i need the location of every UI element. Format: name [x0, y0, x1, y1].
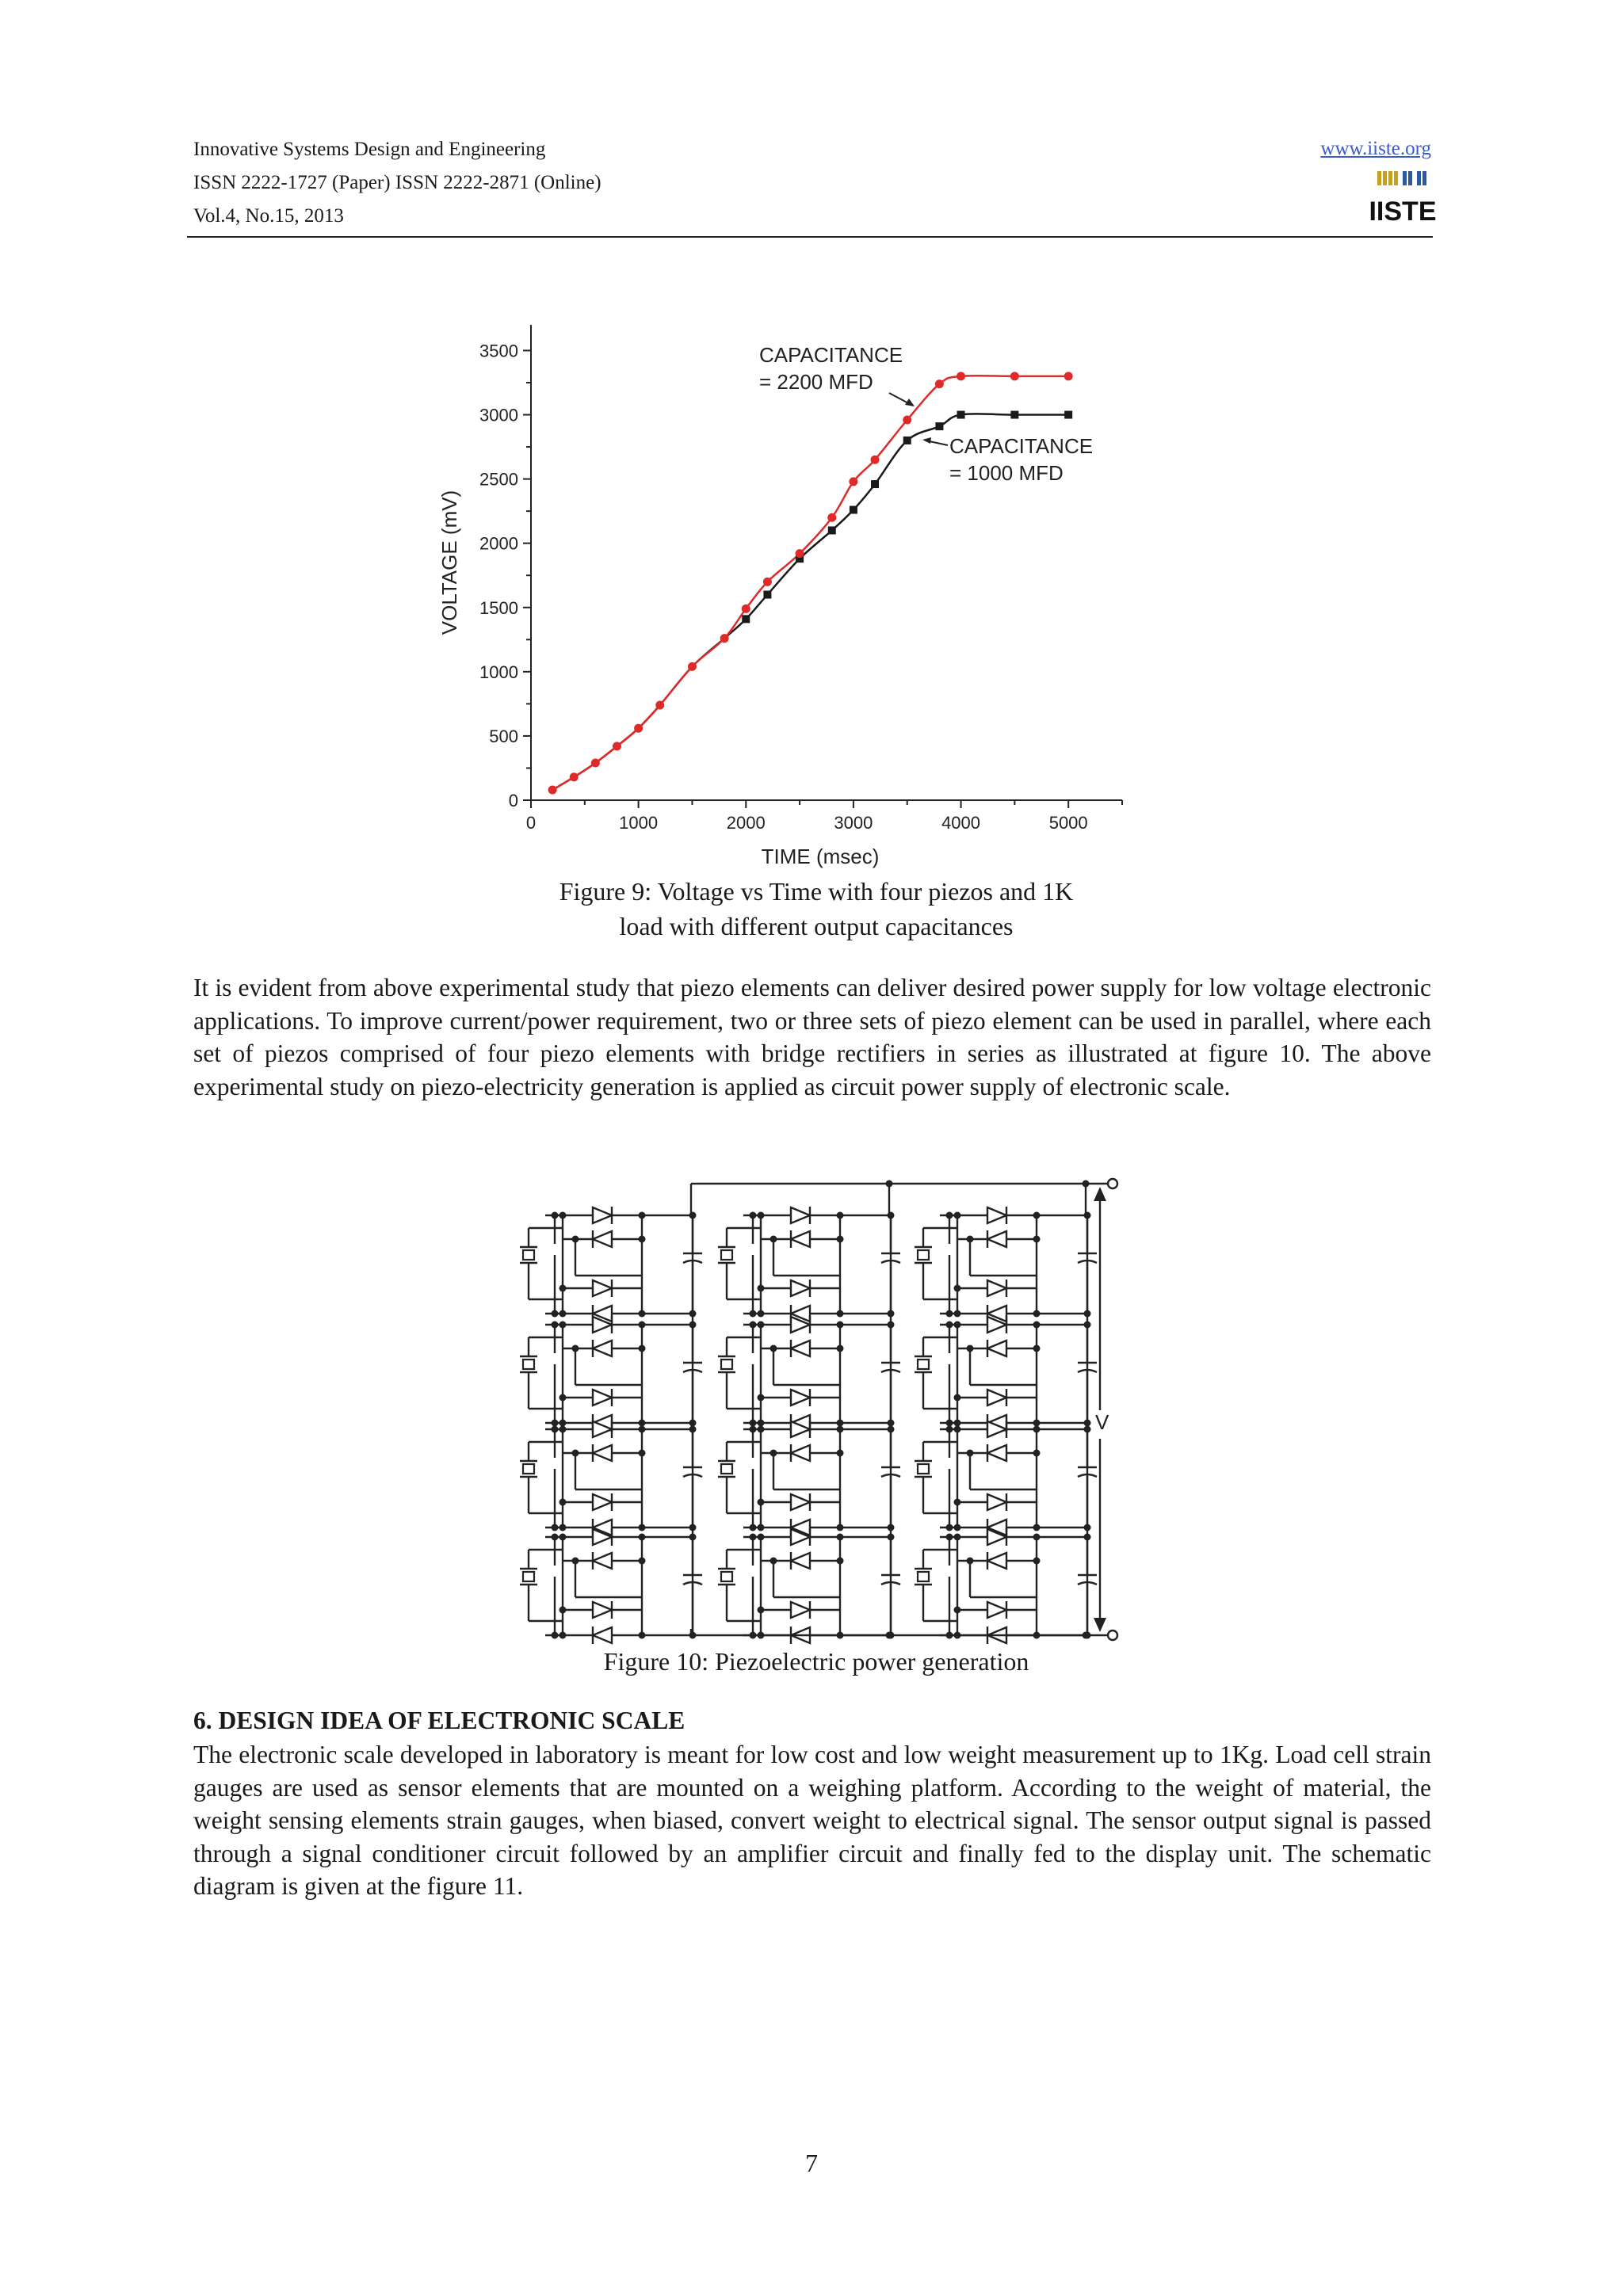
junction-dot	[770, 1450, 777, 1457]
figure9-caption-line1: Figure 9: Voltage vs Time with four piezos and 1K	[559, 877, 1074, 906]
junction-dot	[552, 1534, 559, 1541]
junction-dot	[954, 1212, 961, 1219]
junction-dot	[758, 1607, 765, 1614]
piezo-element	[918, 1464, 929, 1474]
junction-dot	[954, 1285, 961, 1292]
data-point-2200mfd	[871, 456, 880, 464]
section-body: The electronic scale developed in laboratory is meant for low cost and low weight measurement up to 1Kg. Load cell strain gauges are used as sensor elements that are mounted on a weighing platform. According to the weight of material, the weight sensing elements strain gauges, when biased, convert weight to electrical signal. The sensor output signal is passed through a signal conditioner circuit followed by an amplifier circuit and finally fed to the display unit. The schematic diagram is given at the figure 11.	[193, 1741, 1431, 1900]
junction-dot	[954, 1534, 961, 1541]
junction-dot	[954, 1607, 961, 1614]
junction-dot	[946, 1420, 953, 1427]
junction-dot	[552, 1632, 559, 1639]
junction-dot	[954, 1420, 961, 1427]
y-tick-label: 2000	[479, 533, 518, 554]
junction-dot	[758, 1322, 765, 1329]
data-point-2200mfd	[742, 605, 750, 613]
junction-dot	[837, 1450, 844, 1457]
x-axis-label: TIME (msec)	[761, 845, 880, 868]
junction-dot	[758, 1499, 765, 1506]
y-tick-label: 3000	[479, 405, 518, 425]
junction-dot	[770, 1558, 777, 1565]
data-point-2200mfd	[796, 549, 804, 558]
diode	[987, 1280, 1006, 1296]
voltage-time-chart	[428, 309, 1157, 879]
data-point-1000mfd	[1010, 411, 1018, 419]
x-tick-label: 0	[525, 813, 537, 833]
piezo-element	[918, 1572, 929, 1581]
piezo-element	[523, 1360, 534, 1369]
diode	[593, 1553, 612, 1569]
diode	[593, 1280, 612, 1296]
junction-dot	[954, 1394, 961, 1402]
voltage-arrowhead	[1094, 1187, 1106, 1201]
junction-dot	[572, 1236, 579, 1243]
junction-dot	[946, 1310, 953, 1318]
x-tick-label: 1000	[619, 813, 659, 833]
annotation-arrowhead-1000mfd	[922, 437, 931, 444]
data-point-2200mfd	[903, 416, 911, 425]
x-tick-label: 4000	[941, 813, 981, 833]
junction-dot	[954, 1524, 961, 1531]
diode	[593, 1341, 612, 1356]
junction-dot	[837, 1345, 844, 1352]
x-tick-label: 3000	[834, 813, 873, 833]
junction-dot	[1083, 1632, 1090, 1639]
data-point-1000mfd	[871, 480, 879, 488]
junction-dot	[758, 1285, 765, 1292]
junction-dot	[946, 1322, 953, 1329]
issn-line: ISSN 2222-1727 (Paper) ISSN 2222-2871 (Online)	[193, 172, 601, 193]
junction-dot	[572, 1450, 579, 1457]
diode	[791, 1494, 810, 1510]
data-point-2200mfd	[634, 724, 643, 733]
diode	[791, 1602, 810, 1618]
diode	[791, 1280, 810, 1296]
junction-dot	[1033, 1236, 1041, 1243]
data-point-2200mfd	[935, 379, 944, 388]
junction-dot	[559, 1394, 567, 1402]
junction-dot	[1033, 1450, 1041, 1457]
data-point-2200mfd	[849, 477, 857, 486]
diode	[987, 1494, 1006, 1510]
volume-line: Vol.4, No.15, 2013	[193, 205, 344, 227]
y-tick-label: 2500	[479, 469, 518, 490]
piezo-element	[721, 1572, 732, 1581]
data-point-2200mfd	[655, 701, 664, 710]
diode	[791, 1231, 810, 1247]
y-tick-label: 500	[489, 726, 518, 746]
data-point-1000mfd	[903, 437, 911, 444]
data-point-1000mfd	[1064, 411, 1072, 419]
diode	[987, 1553, 1006, 1569]
diode	[791, 1390, 810, 1405]
data-point-2200mfd	[1064, 372, 1073, 380]
junction-dot	[559, 1632, 567, 1639]
junction-dot	[758, 1524, 765, 1531]
junction-dot	[750, 1310, 757, 1318]
diode	[791, 1445, 810, 1461]
diode	[987, 1390, 1006, 1405]
junction-dot	[559, 1212, 567, 1219]
journal-name: Innovative Systems Design and Engineering	[193, 139, 546, 160]
junction-dot	[572, 1345, 579, 1352]
piezo-element	[918, 1250, 929, 1260]
junction-dot	[559, 1420, 567, 1427]
junction-dot	[552, 1426, 559, 1433]
junction-dot	[552, 1212, 559, 1219]
piezo-element	[523, 1572, 534, 1581]
y-tick-label: 0	[508, 791, 518, 810]
junction-dot	[770, 1345, 777, 1352]
piezo-circuit-diagram	[507, 1173, 1125, 1645]
data-point-2200mfd	[613, 742, 621, 750]
data-point-1000mfd	[828, 526, 836, 534]
junction-dot	[758, 1420, 765, 1427]
junction-dot	[946, 1426, 953, 1433]
diode	[593, 1627, 612, 1643]
output-terminal	[1108, 1630, 1117, 1640]
diode	[987, 1207, 1006, 1223]
voltage-arrowhead	[1094, 1618, 1106, 1632]
junction-dot	[639, 1558, 646, 1565]
data-point-2200mfd	[591, 758, 600, 767]
junction-dot	[559, 1524, 567, 1531]
output-terminal	[1108, 1179, 1117, 1188]
junction-dot	[770, 1236, 777, 1243]
diode	[987, 1602, 1006, 1618]
data-point-1000mfd	[763, 591, 771, 599]
y-tick-label: 3500	[479, 341, 518, 361]
junction-dot	[967, 1236, 974, 1243]
data-point-2200mfd	[570, 772, 579, 781]
junction-dot	[1033, 1558, 1041, 1565]
diode	[987, 1231, 1006, 1247]
section-heading: 6. DESIGN IDEA OF ELECTRONIC SCALE	[193, 1707, 685, 1734]
junction-dot	[559, 1499, 567, 1506]
junction-dot	[559, 1322, 567, 1329]
junction-dot	[946, 1524, 953, 1531]
annotation-2200mfd-line1: CAPACITANCE	[759, 343, 903, 367]
junction-dot	[750, 1212, 757, 1219]
diode	[593, 1207, 612, 1223]
diode	[593, 1445, 612, 1461]
junction-dot	[559, 1607, 567, 1614]
figure9-caption-line2: load with different output capacitances	[619, 912, 1014, 940]
junction-dot	[750, 1420, 757, 1427]
journal-website-link[interactable]: www.iiste.org	[1320, 138, 1431, 159]
junction-dot	[946, 1534, 953, 1541]
junction-dot	[967, 1558, 974, 1565]
data-point-2200mfd	[720, 634, 729, 643]
junction-dot	[750, 1534, 757, 1541]
junction-dot	[552, 1420, 559, 1427]
data-point-1000mfd	[935, 422, 943, 430]
junction-dot	[639, 1345, 646, 1352]
junction-dot	[552, 1524, 559, 1531]
junction-dot	[758, 1310, 765, 1318]
junction-dot	[954, 1310, 961, 1318]
data-point-2200mfd	[688, 662, 697, 671]
junction-dot	[954, 1499, 961, 1506]
junction-dot	[758, 1212, 765, 1219]
piezo-element	[721, 1360, 732, 1369]
junction-dot	[837, 1558, 844, 1565]
junction-dot	[758, 1394, 765, 1402]
annotation-2200mfd-line2: = 2200 MFD	[759, 370, 873, 394]
piezo-element	[721, 1250, 732, 1260]
data-point-2200mfd	[827, 513, 836, 522]
y-tick-label: 1000	[479, 662, 518, 682]
junction-dot	[572, 1558, 579, 1565]
piezo-element	[721, 1464, 732, 1474]
circuit-body	[520, 1179, 1117, 1644]
junction-dot	[559, 1285, 567, 1292]
junction-dot	[559, 1310, 567, 1318]
page-number: 7	[805, 2149, 818, 2177]
data-point-1000mfd	[850, 506, 857, 514]
x-tick-label: 2000	[726, 813, 766, 833]
iiste-logo	[1369, 170, 1437, 227]
junction-dot	[967, 1450, 974, 1457]
diode	[593, 1494, 612, 1510]
junction-dot	[559, 1426, 567, 1433]
junction-dot	[552, 1322, 559, 1329]
data-point-1000mfd	[742, 615, 750, 623]
junction-dot	[967, 1345, 974, 1352]
diode	[987, 1341, 1006, 1356]
y-tick-label: 1500	[479, 597, 518, 618]
junction-dot	[750, 1426, 757, 1433]
junction-dot	[954, 1322, 961, 1329]
figure10-caption: Figure 10: Piezoelectric power generation	[603, 1647, 1029, 1676]
piezo-element	[523, 1464, 534, 1474]
diode	[791, 1207, 810, 1223]
diode	[791, 1341, 810, 1356]
piezo-element	[918, 1360, 929, 1369]
junction-dot	[639, 1236, 646, 1243]
annotation-1000mfd-line1: CAPACITANCE	[949, 434, 1094, 458]
data-point-2200mfd	[1010, 372, 1019, 380]
data-point-2200mfd	[957, 372, 965, 380]
annotation-1000mfd-line2: = 1000 MFD	[949, 461, 1064, 485]
logo-text: IISTE	[1369, 196, 1437, 227]
diode	[987, 1445, 1006, 1461]
junction-dot	[559, 1534, 567, 1541]
junction-dot	[886, 1632, 893, 1639]
piezo-element	[523, 1250, 534, 1260]
body-paragraph-1: It is evident from above experimental study that piezo elements can deliver desired power supply for low voltage electronic applications. To improve current/power requirement, two or three sets of piezo element can be used in parallel, where each set of piezos comprised of four piezo elements with bridge rectifiers in series as illustrated at figure 10. The above experimental study on piezo-electricity generation is applied as circuit power supply of electronic scale.	[193, 974, 1431, 1100]
chart-axes	[437, 325, 1122, 868]
data-point-2200mfd	[763, 578, 772, 586]
junction-dot	[758, 1426, 765, 1433]
y-axis-label: VOLTAGE (mV)	[437, 490, 461, 635]
junction-dot	[750, 1322, 757, 1329]
header-rule	[187, 236, 1433, 238]
diode	[791, 1553, 810, 1569]
junction-dot	[639, 1450, 646, 1457]
junction-dot	[1033, 1345, 1041, 1352]
junction-dot	[750, 1524, 757, 1531]
junction-dot	[954, 1426, 961, 1433]
data-point-1000mfd	[957, 411, 965, 419]
voltage-label: V	[1095, 1410, 1109, 1434]
diode	[593, 1602, 612, 1618]
diode	[593, 1231, 612, 1247]
diode	[593, 1390, 612, 1405]
junction-dot	[552, 1310, 559, 1318]
x-tick-label: 5000	[1048, 813, 1088, 833]
junction-dot	[946, 1212, 953, 1219]
junction-dot	[758, 1534, 765, 1541]
data-point-2200mfd	[548, 786, 557, 795]
junction-dot	[837, 1236, 844, 1243]
